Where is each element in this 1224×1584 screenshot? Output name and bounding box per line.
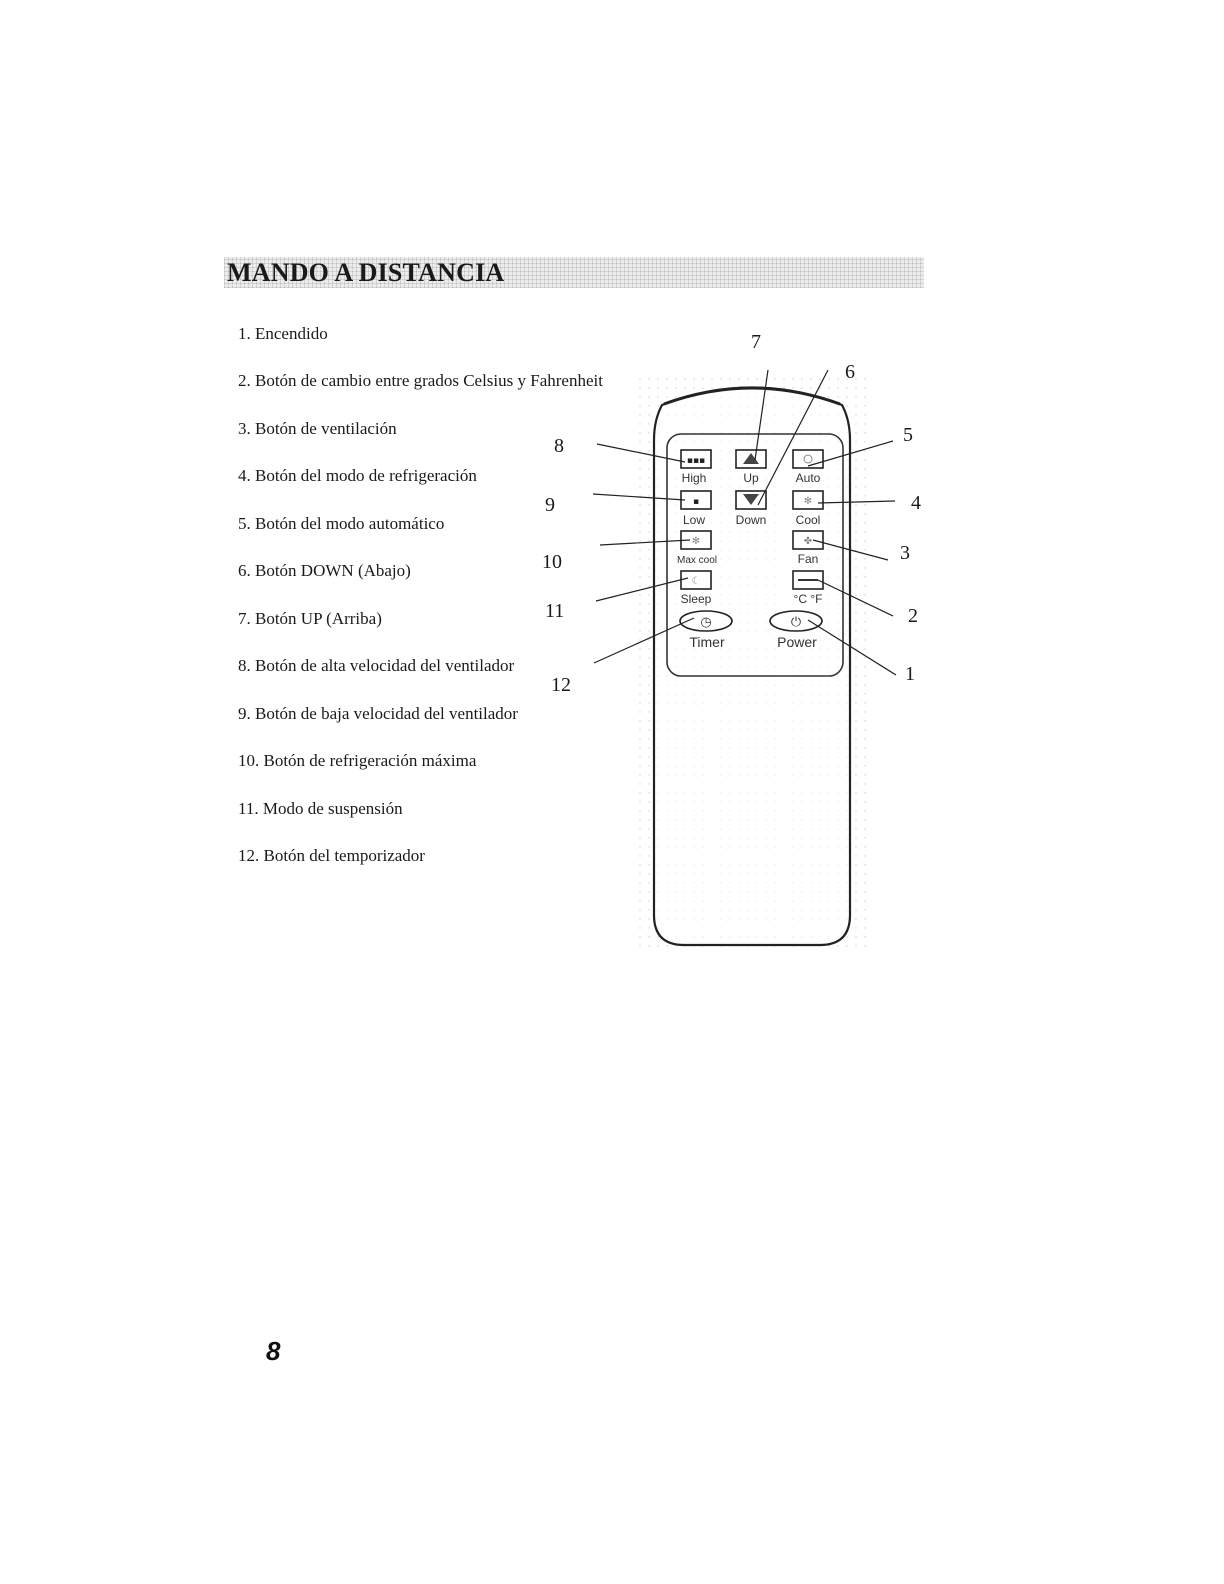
callout-12: 12 bbox=[551, 674, 571, 696]
svg-text:▪: ▪ bbox=[692, 497, 700, 507]
callout-4: 4 bbox=[911, 492, 921, 514]
callout-7: 7 bbox=[751, 331, 761, 353]
down-label: Down bbox=[735, 513, 767, 527]
callout-1: 1 bbox=[905, 663, 915, 685]
list-item-automatico: 5. Botón del modo automático bbox=[238, 514, 445, 533]
high-button[interactable] bbox=[681, 450, 711, 468]
callout-3: 3 bbox=[900, 542, 910, 564]
timer-clock-icon: ◷ bbox=[700, 615, 712, 630]
list-item-refrigeracion-maxima: 10. Botón de refrigeración máxima bbox=[238, 751, 477, 770]
power-icon: ⏻ bbox=[790, 615, 802, 630]
down-button[interactable] bbox=[736, 491, 766, 509]
cool-button[interactable] bbox=[793, 491, 823, 509]
up-button[interactable] bbox=[736, 450, 766, 468]
high-label: High bbox=[681, 471, 707, 485]
page-number: 8 bbox=[266, 1336, 281, 1366]
auto-button[interactable] bbox=[793, 450, 823, 468]
callout-6: 6 bbox=[845, 361, 855, 383]
list-item-suspension: 11. Modo de suspensión bbox=[238, 799, 403, 818]
low-button[interactable] bbox=[681, 491, 711, 509]
list-item-ventilacion: 3. Botón de ventilación bbox=[238, 419, 397, 438]
list-item-refrigeracion: 4. Botón del modo de refrigeración bbox=[238, 466, 477, 485]
svg-text:▪▪▪: ▪▪▪ bbox=[686, 456, 706, 466]
list-item-encendido: 1. Encendido bbox=[238, 324, 328, 343]
auto-label: Auto bbox=[795, 471, 821, 485]
callout-5: 5 bbox=[903, 424, 913, 446]
max-cool-icon: ✻ bbox=[691, 536, 701, 547]
max-cool-label: Max cool bbox=[676, 555, 718, 566]
list-item-baja-velocidad: 9. Botón de baja velocidad del ventilador bbox=[238, 704, 518, 723]
fan-icon: ✤ bbox=[803, 536, 813, 547]
fan-button[interactable] bbox=[793, 531, 823, 549]
power-label: Power bbox=[777, 634, 817, 650]
fan-label: Fan bbox=[797, 552, 819, 566]
callout-9: 9 bbox=[545, 494, 555, 516]
power-button[interactable] bbox=[770, 611, 822, 631]
callout-11: 11 bbox=[545, 600, 565, 622]
list-item-celsius-fahrenheit: 2. Botón de cambio entre grados Celsius y Fahrenheit bbox=[238, 371, 603, 390]
list-item-temporizador: 12. Botón del temporizador bbox=[238, 846, 425, 865]
cool-label: Cool bbox=[795, 513, 821, 527]
up-label: Up bbox=[743, 471, 759, 485]
list-item-alta-velocidad: 8. Botón de alta velocidad del ventilador bbox=[238, 656, 515, 675]
timer-label: Timer bbox=[689, 634, 725, 650]
callout-2: 2 bbox=[908, 605, 918, 627]
snowflake-icon: ✻ bbox=[803, 496, 813, 507]
celsius-fahrenheit-label: °C °F bbox=[793, 592, 823, 606]
sleep-label: Sleep bbox=[680, 592, 712, 606]
list-item-up: 7. Botón UP (Arriba) bbox=[238, 609, 382, 628]
section-title: MANDO A DISTANCIA bbox=[227, 258, 505, 287]
sleep-icon: ☾ bbox=[691, 576, 701, 587]
callout-10: 10 bbox=[542, 551, 562, 573]
callout-8: 8 bbox=[554, 435, 564, 457]
list-item-down: 6. Botón DOWN (Abajo) bbox=[238, 561, 411, 580]
low-label: Low bbox=[682, 513, 706, 527]
sleep-button[interactable] bbox=[681, 571, 711, 589]
